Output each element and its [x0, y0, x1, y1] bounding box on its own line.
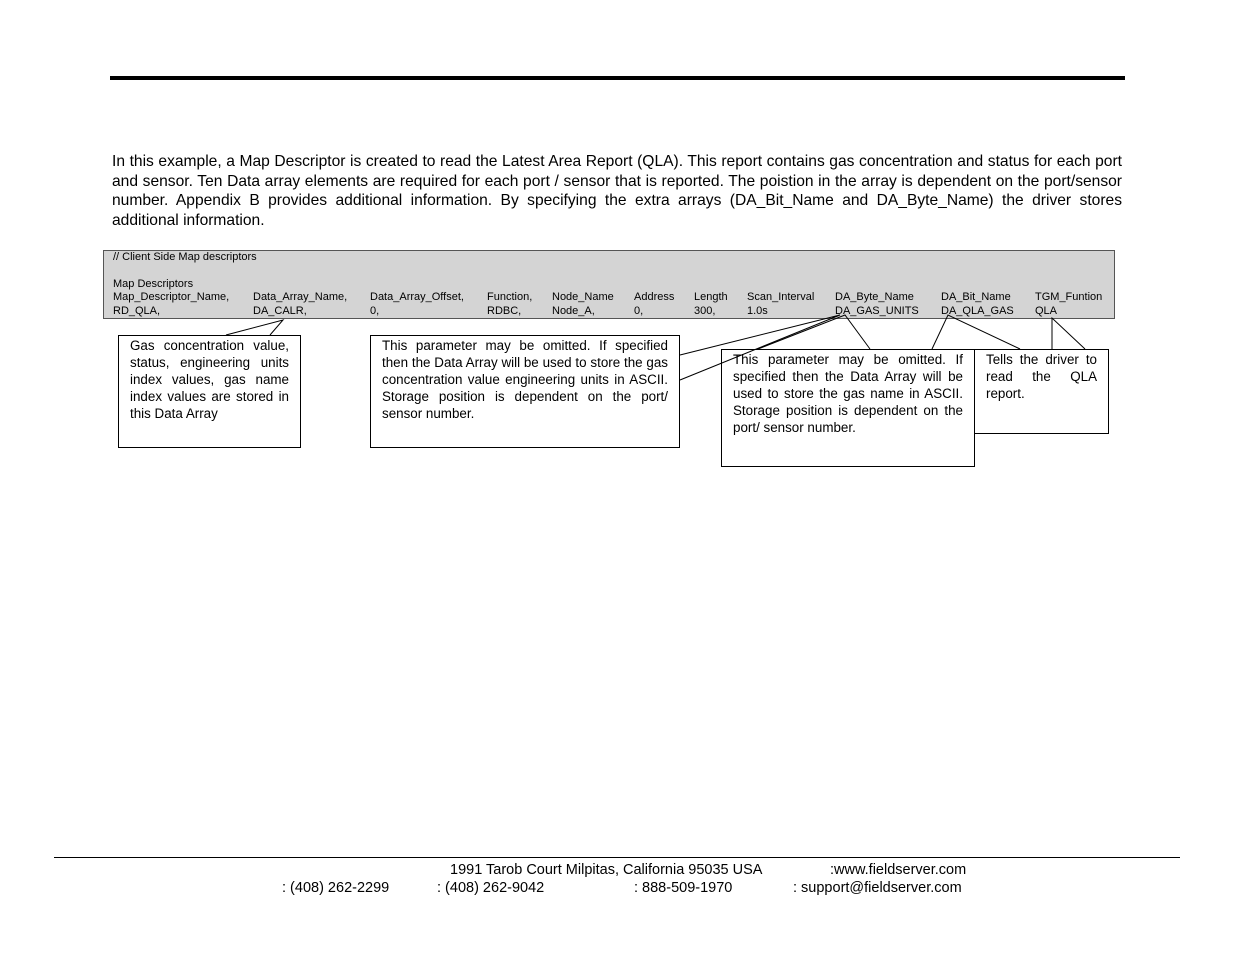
- table-section: Map Descriptors: [113, 278, 194, 290]
- intro-paragraph: In this example, a Map Descriptor is created to read the Latest Area Report (QLA). This report contains gas concentration and status for each port and sensor. Ten Data array elements are required for each port / sensor that is reported. The poistion in the array is dependent on the port/sensor number. Appendix B provides additional information. By specifying the extra arrays (DA_Bit_Name and DA_Byte_Name) the driver stores additional information.: [112, 153, 1122, 229]
- footer-web: :www.fieldserver.com: [830, 862, 967, 878]
- column-value: 1.0s: [747, 305, 768, 317]
- leader-data-array: [226, 320, 283, 335]
- column-value: 0,: [370, 305, 380, 317]
- column-header: Node_Name: [552, 291, 614, 303]
- leader-byte-name-2: [758, 315, 870, 349]
- column-header: Function,: [487, 291, 533, 303]
- footer-address: 1991 Tarob Court Milpitas, California 95035 USA: [450, 862, 763, 878]
- column-header: Scan_Interval: [747, 291, 815, 303]
- column-value: RDBC,: [487, 305, 522, 317]
- column-header: DA_Bit_Name: [941, 291, 1011, 303]
- column-value: Node_A,: [552, 305, 595, 317]
- footer-email: : support@fieldserver.com: [793, 880, 962, 896]
- column-header: Map_Descriptor_Name,: [113, 291, 230, 303]
- callout-bit-name: This parameter may be omitted. If specified then the Data Array will be used to store the gas name in ASCII. Storage position is dependent on the port/ sensor number.: [721, 349, 975, 467]
- callout-data-array: Gas concentration value, status, engineering units index values, gas name index values are stored in this Data Array: [118, 335, 301, 448]
- column-value: DA_GAS_UNITS: [835, 305, 919, 317]
- column-value: 300,: [694, 305, 716, 317]
- column-value: DA_QLA_GAS: [941, 305, 1014, 317]
- column-header: Data_Array_Name,: [253, 291, 348, 303]
- column-header: Address: [634, 291, 675, 303]
- column-header: DA_Byte_Name: [835, 291, 914, 303]
- leader-byte-name: [680, 315, 840, 380]
- footer-fax: : (408) 262-9042: [437, 880, 545, 896]
- footer-toll-free: : 888-509-1970: [634, 880, 733, 896]
- column-header: Length: [694, 291, 728, 303]
- leader-function: [1052, 318, 1085, 349]
- footer-rule: [54, 857, 1180, 858]
- leader-bit-name: [932, 315, 1020, 349]
- column-value: 0,: [634, 305, 644, 317]
- callout-byte-name: This parameter may be omitted. If specified then the Data Array will be used to store the gas concentration value engineering units in ASCII. Storage position is dependent on the port/ sensor number.: [370, 335, 680, 448]
- table-comment: // Client Side Map descriptors: [113, 251, 257, 263]
- column-value: QLA: [1035, 305, 1058, 317]
- column-header: Data_Array_Offset,: [370, 291, 464, 303]
- column-header: TGM_Funtion: [1035, 291, 1103, 303]
- footer-phone: : (408) 262-2299: [282, 880, 390, 896]
- column-value: DA_CALR,: [253, 305, 307, 317]
- column-value: RD_QLA,: [113, 305, 161, 317]
- callout-function: Tells the driver to read the QLA report.: [974, 349, 1109, 434]
